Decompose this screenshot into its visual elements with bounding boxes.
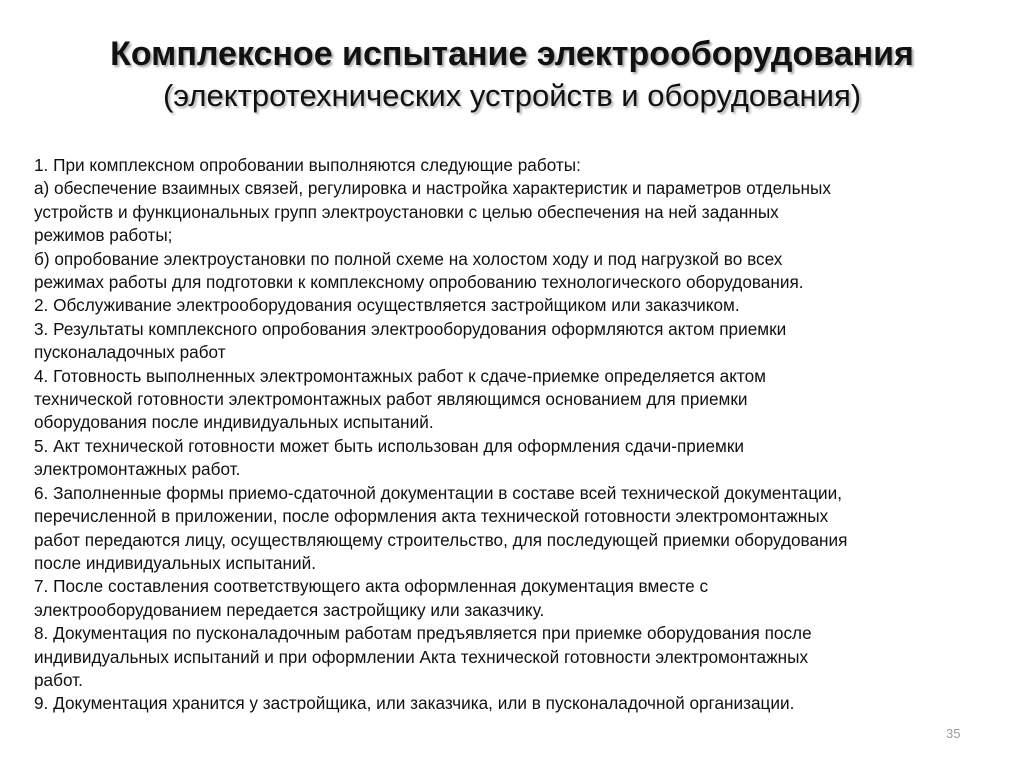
body-line: пусконаладочных работ (34, 342, 226, 363)
body-line: индивидуальных испытаний и при оформлении Акта технической готовности электромонтажных (34, 646, 809, 667)
body-line: б) опробование электроустановки по полной схеме на холостом ходу и под нагрузкой во всех (34, 248, 783, 269)
slide-title-block (0, 34, 1024, 116)
body-line: 5. Акт технической готовности может быть использован для оформления сдачи-приемки (34, 435, 744, 456)
slide-body (34, 154, 994, 716)
body-line: электромонтажных работ. (34, 459, 241, 480)
body-line: 7. После составления соответствующего акта оформленная документация вместе с (34, 576, 709, 597)
body-line: технической готовности электромонтажных работ являющимся основанием для приемки (34, 389, 748, 410)
body-line: работ передаются лицу, осуществляющему строительство, для последующей приемки оборудования (34, 529, 848, 550)
body-line: электрооборудованием передается застройщику или заказчику. (34, 599, 545, 620)
body-line: перечисленной в приложении, после оформления акта технической готовности электромонтажных (34, 506, 829, 527)
body-line: 4. Готовность выполненных электромонтажных работ к сдаче-приемке определяется актом (34, 365, 766, 386)
page-number: 35 (946, 726, 961, 741)
body-line: 3. Результаты комплексного опробования электрооборудования оформляются актом приемки (34, 318, 787, 339)
body-line: после индивидуальных испытаний. (34, 552, 317, 573)
body-line: 8. Документация по пусконаладочным работам предъявляется при приемке оборудования после (34, 623, 812, 644)
body-line: работ. (34, 669, 83, 690)
body-line: 2. Обслуживание электрооборудования осуществляется застройщиком или заказчиком. (34, 295, 740, 316)
body-line: устройств и функциональных групп электроустановки с целью обеспечения на ней заданных (34, 201, 779, 222)
body-line: режимах работы для подготовки к комплексному опробованию технологического оборудования. (34, 272, 804, 293)
body-line: а) обеспечение взаимных связей, регулировка и настройка характеристик и параметров отдельных (34, 178, 831, 199)
slide-subtitle: (электротехнических устройств и оборудования) (162, 78, 862, 113)
body-line: 6. Заполненные формы приемо-сдаточной документации в составе всей технической документации, (34, 482, 843, 503)
body-line: 9. Документация хранится у застройщика, или заказчика, или в пусконаладочной организации. (34, 693, 795, 714)
body-line: режимов работы; (34, 225, 173, 246)
body-line: оборудования после индивидуальных испытаний. (34, 412, 434, 433)
slide-title: Комплексное испытание электрооборудования (110, 35, 914, 73)
body-line: 1. При комплексном опробовании выполняются следующие работы: (34, 155, 581, 175)
